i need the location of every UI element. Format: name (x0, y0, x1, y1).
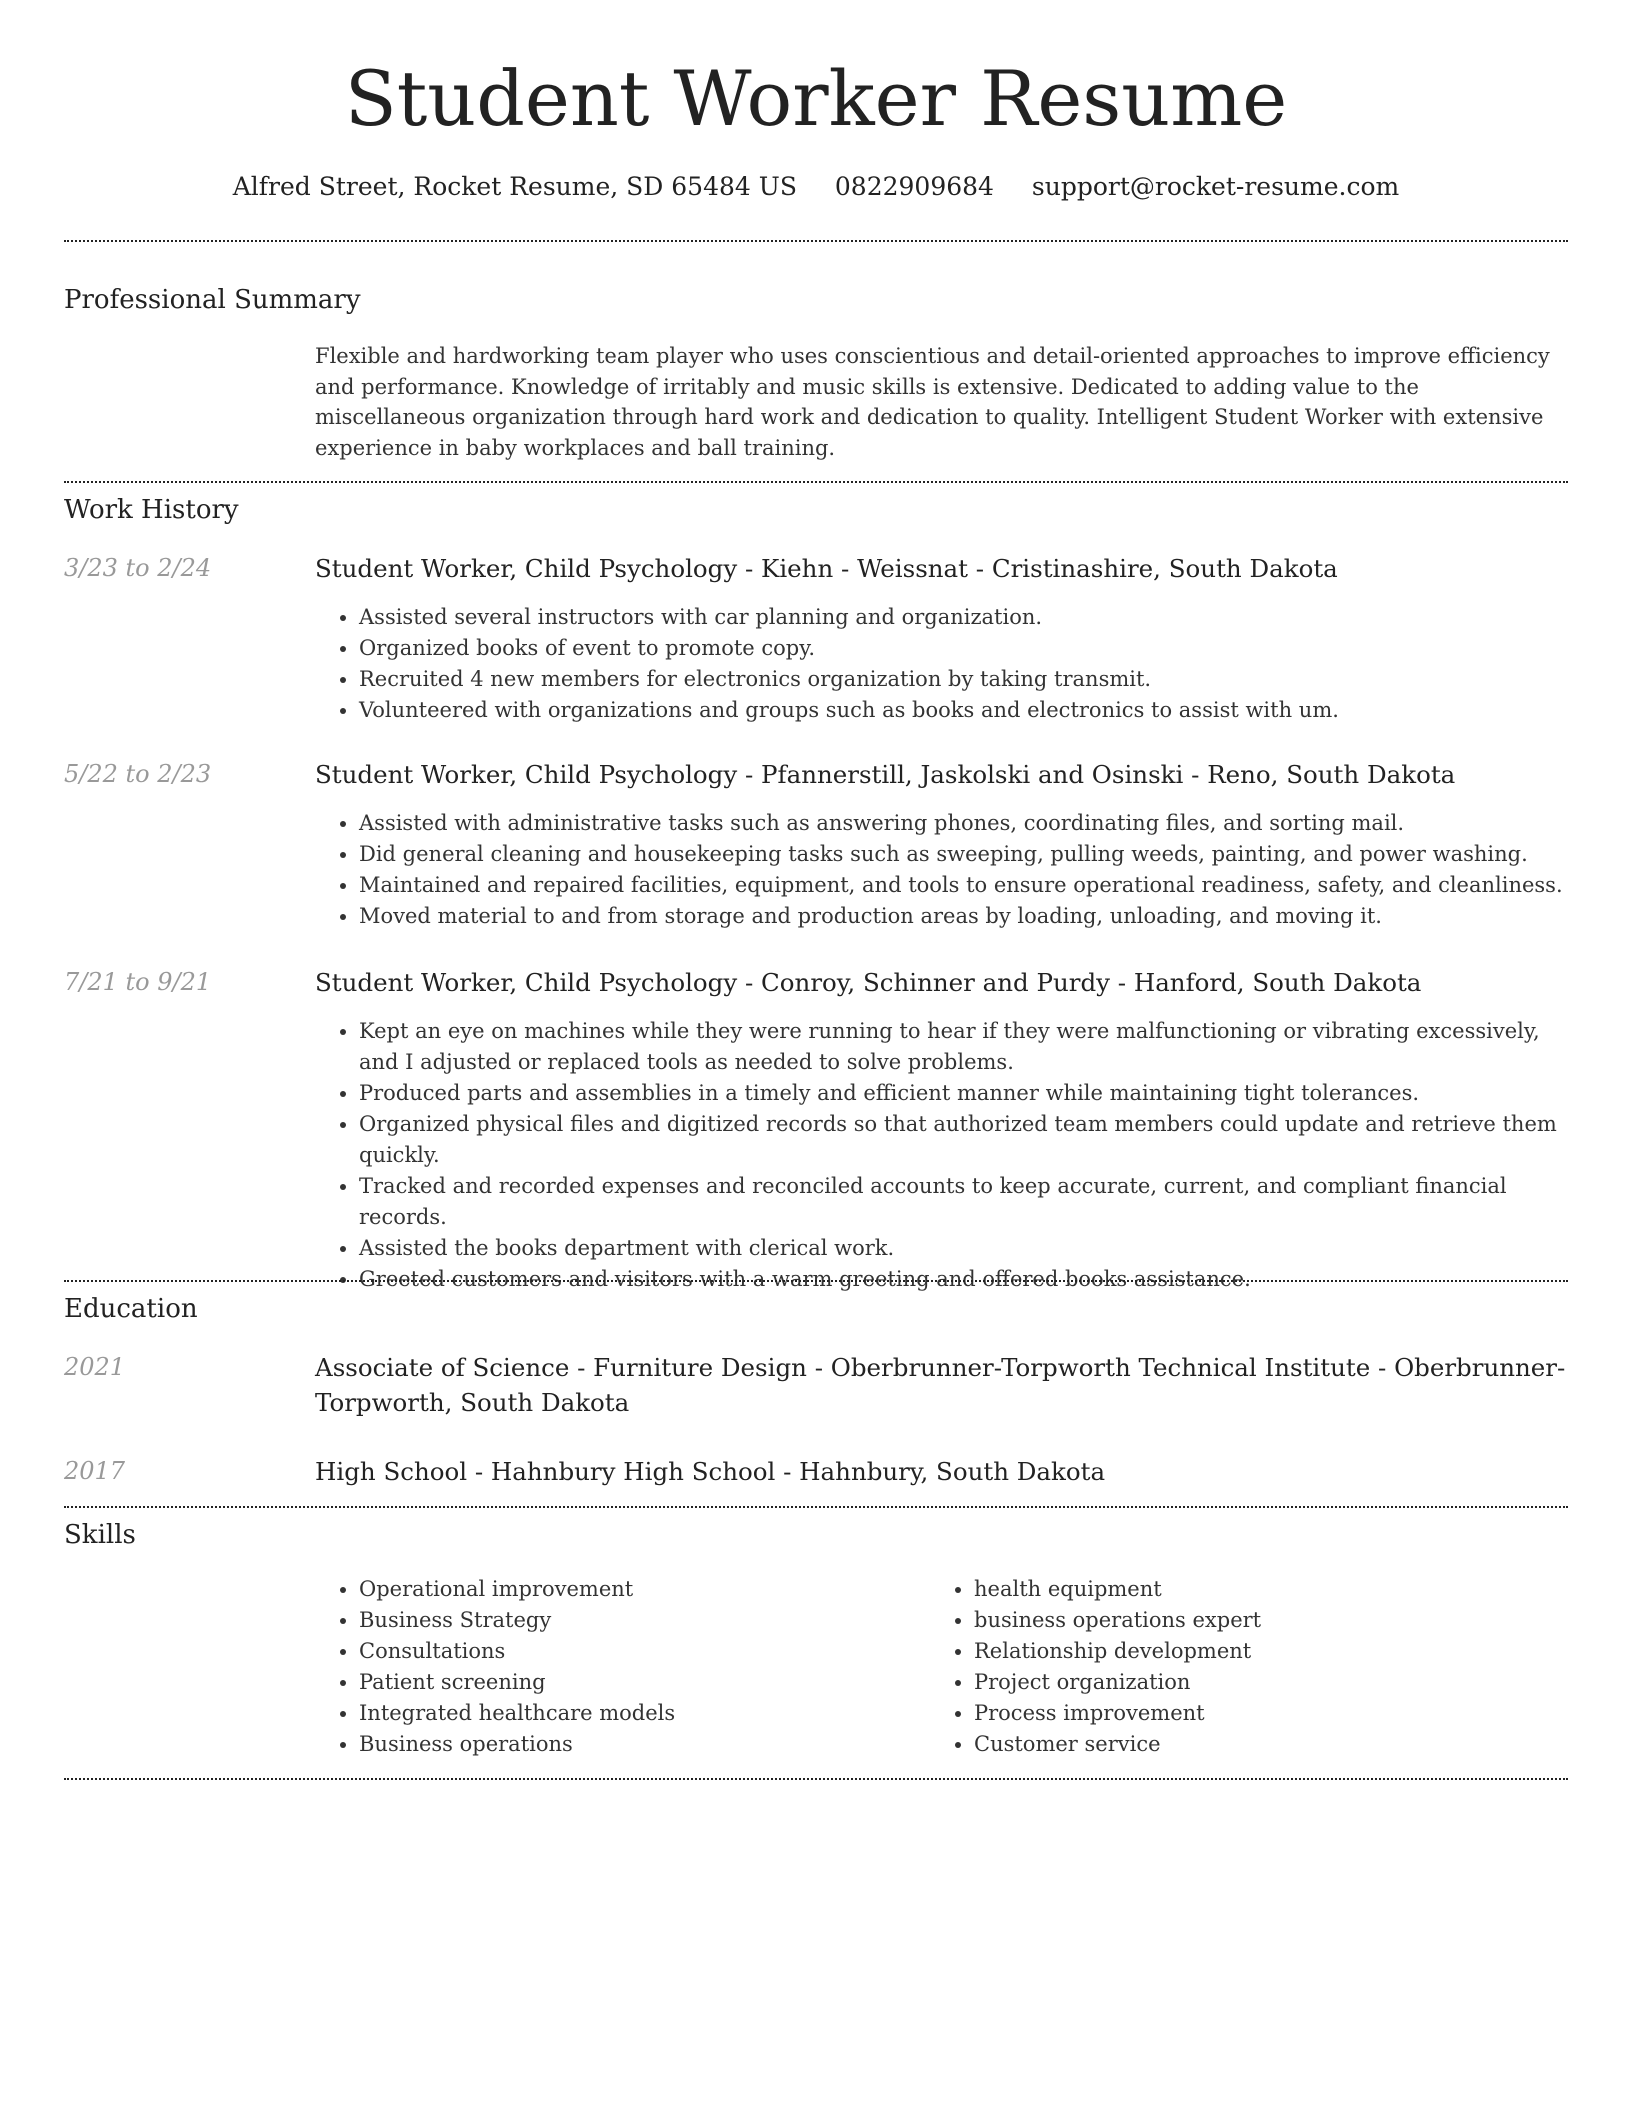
contact-line (64, 170, 1568, 204)
contact-email: support@rocket-resume.com (1031, 172, 1400, 201)
section-title-work: Work History (64, 495, 239, 525)
job-bullet: • Assisted with administrative tasks such as answering phones, coordinating files, and sorting mail. (359, 808, 1568, 839)
job-date: 7/21 to 9/21 (64, 968, 212, 996)
skill-item: • Operational improvement (359, 1574, 915, 1605)
divider (64, 1280, 1568, 1282)
job-date: 3/23 to 2/24 (64, 554, 212, 582)
skill-item: • Process improvement (974, 1698, 1530, 1729)
job-bullets (315, 602, 1568, 726)
job-title: Student Worker, Child Psychology - Kiehn - Weissnat - Cristinashire, South Dakota (315, 554, 1338, 583)
job-date: 5/22 to 2/23 (64, 760, 212, 788)
job-bullet: • Assisted several instructors with car planning and organization. (359, 602, 1568, 633)
job-bullet: • Maintained and repaired facilities, equipment, and tools to ensure operational readiness, safety, and cleanliness. (359, 870, 1568, 901)
job-bullets (315, 1016, 1568, 1295)
skill-item: • Integrated healthcare models (359, 1698, 915, 1729)
job-bullets (315, 808, 1568, 932)
skill-item: • Project organization (974, 1667, 1530, 1698)
skill-item: • health equipment (974, 1574, 1530, 1605)
divider (64, 1778, 1568, 1780)
job-title: Student Worker, Child Psychology - Pfannerstill, Jaskolski and Osinski - Reno, South Dakota (315, 760, 1456, 789)
job-bullet: • Recruited 4 new members for electronics organization by taking transmit. (359, 664, 1568, 695)
education-title: High School - Hahnbury High School - Hahnbury, South Dakota (315, 1457, 1106, 1486)
skill-item: • Relationship development (974, 1636, 1530, 1667)
skill-item: • Business operations (359, 1729, 915, 1760)
job-bullet: • Tracked and recorded expenses and reconciled accounts to keep accurate, current, and compliant financial records. (359, 1171, 1568, 1233)
job-bullet: • Did general cleaning and housekeeping tasks such as sweeping, pulling weeds, painting, and power washing. (359, 839, 1568, 870)
divider (64, 240, 1568, 242)
job-bullet: • Assisted the books department with clerical work. (359, 1233, 1568, 1264)
contact-phone: 0822909684 (834, 172, 994, 201)
section-title-summary: Professional Summary (64, 285, 361, 315)
skill-item: • Business Strategy (359, 1605, 915, 1636)
job-bullet: • Greeted customers and visitors with a warm greeting and offered books assistance. (359, 1264, 1568, 1295)
section-title-skills: Skills (64, 1520, 136, 1550)
skill-item: • Consultations (359, 1636, 915, 1667)
divider (64, 1506, 1568, 1508)
skill-item: • Customer service (974, 1729, 1530, 1760)
skill-item: • business operations expert (974, 1605, 1530, 1636)
education-year: 2021 (64, 1353, 126, 1381)
contact-address: Alfred Street, Rocket Resume, SD 65484 US (232, 172, 797, 201)
skills-list-right (930, 1574, 1530, 1760)
job-bullet: • Kept an eye on machines while they were running to hear if they were malfunctioning or vibrating excessively, and I adjusted or replaced tools as needed to solve problems. (359, 1016, 1568, 1078)
section-title-education: Education (64, 1294, 198, 1324)
summary-text: Flexible and hardworking team player who uses conscientious and detail-oriented approaches to improve efficiency and performance. Knowledge of irritably and music skills is extensive. Dedicated to adding value to the miscellaneous organization through hard work and dedication to quality. Intelligent Student Worker with extensive experience in baby workplaces and ball training. (315, 344, 1550, 460)
education-title: Associate of Science - Furniture Design - Oberbrunner-Torpworth Technical Institute - Oberbrunner-Torpworth, South Dakota (315, 1353, 1566, 1417)
skill-item: • Patient screening (359, 1667, 915, 1698)
skills-list-left (315, 1574, 915, 1760)
job-bullet: • Volunteered with organizations and groups such as books and electronics to assist with um. (359, 695, 1568, 726)
job-title: Student Worker, Child Psychology - Conroy, Schinner and Purdy - Hanford, South Dakota (315, 968, 1422, 997)
education-year: 2017 (64, 1457, 126, 1485)
divider (64, 481, 1568, 483)
resume-title: Student Worker Resume (344, 54, 1288, 143)
job-bullet: • Organized physical files and digitized records so that authorized team members could update and retrieve them quickly. (359, 1109, 1568, 1171)
job-bullet: • Moved material to and from storage and production areas by loading, unloading, and moving it. (359, 901, 1568, 932)
job-bullet: • Produced parts and assemblies in a timely and efficient manner while maintaining tight tolerances. (359, 1078, 1568, 1109)
job-bullet: • Organized books of event to promote copy. (359, 633, 1568, 664)
